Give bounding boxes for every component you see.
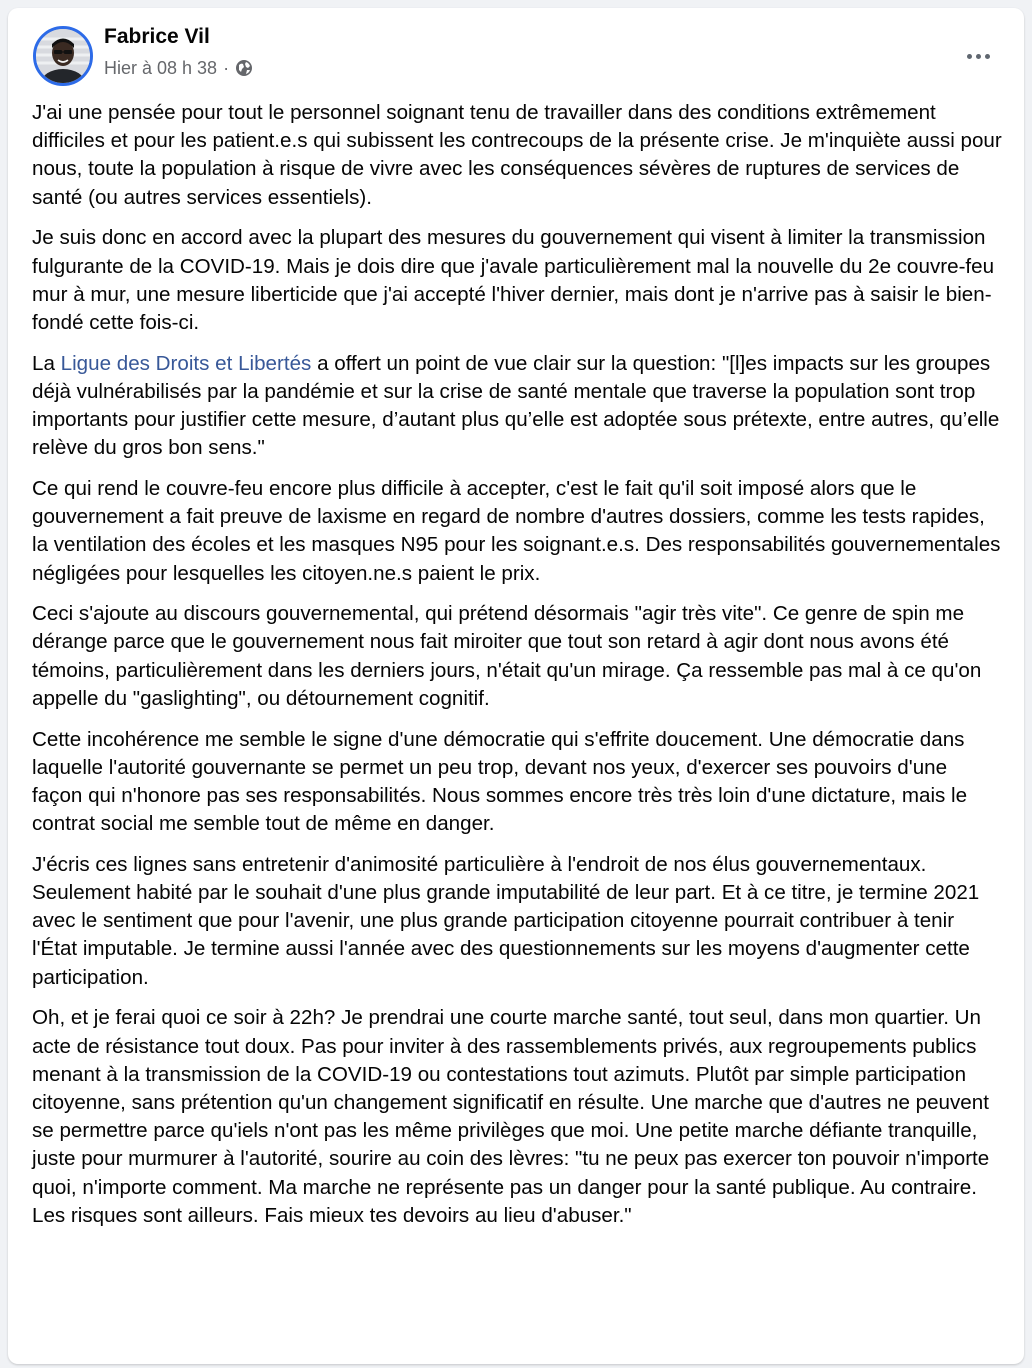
post-header xyxy=(8,8,1024,104)
post-card xyxy=(8,8,1024,1364)
avatar-photo xyxy=(36,29,90,83)
post-body xyxy=(32,99,1002,1243)
more-options-icon xyxy=(967,54,972,59)
post-timestamp[interactable]: Hier à 08 h 38 xyxy=(104,57,218,78)
ligue-text-after: a offert un point de vue clair sur la question: "[l]es impacts sur les groupes déjà vulnérabilisés par la pandémie et sur la crise de santé mentale que traverse la population sont trop importants pour justifier cette mesure, d’autant plus qu’elle est adoptée sous prétexte, entre autres, qu’elle relève du gros bon sens." xyxy=(32,351,1000,460)
more-options-button[interactable] xyxy=(960,38,996,74)
post-paragraph: Oh, et je ferai quoi ce soir à 22h? Je prendrai une courte marche santé, tout seul, dans mon quartier. Un acte de résistance tout doux. Pas pour inviter à des rassemblements privés, aux regroupements publics menant à la transmission de la COVID-19 ou contestations tout azimuts. Plutôt par simple participation citoyenne, sans prétention qu'un changement significatif en résulte. Une marche que d'autres ne peuvent se permettre parce qu'iels n'ont pas les même privilèges que moi. Une petite marche défiante tranquille, juste pour murmurer à l'autorité, sourire au coin des lèvres: "tu ne peux pas exercer ton pouvoir n'importe quoi, n'importe comment. Ma marche ne représente pas un danger pour la santé publique. Au contraire. Les risques sont ailleurs. Fais mieux tes devoirs au lieu d'abuser." xyxy=(32,1006,990,1227)
post-paragraph: Je suis donc en accord avec la plupart des mesures du gouvernement qui visent à limiter la transmission fulgurante de la COVID-19. Mais je dois dire que j'avale particulièrement mal la nouvelle du 2e couvre-feu mur à mur, une mesure liberticide que j'ai accepté l'hiver dernier, mais dont je n'arrive pas à saisir le bien-fondé cette fois-ci. xyxy=(32,226,995,334)
post-paragraph: J'ai une pensée pour tout le personnel soignant tenu de travailler dans des conditions extrêmement difficiles et pour les patient.e.s qui subissent les contrecoups de la présente crise. Je m'inquiète aussi pour nous, toute la population à risque de vivre avec les conséquences sévères de ruptures de services de santé (ou autres services essentiels). xyxy=(32,101,1002,209)
post-paragraph: J'écris ces lignes sans entretenir d'animosité particulière à l'endroit de nos élus gouvernementaux. Seulement habité par le souhait d'une plus grande imputabilité de leur part. Et à ce titre, je termine 2021 avec le sentiment que pour l'avenir, une plus grande participation citoyenne pourrait contribuer à tenir l'État imputable. Je termine aussi l'année avec des questionnements sur les moyens d'augmenter cette participation. xyxy=(32,852,980,989)
author-name[interactable]: Fabrice Vil xyxy=(104,25,210,48)
post-paragraph: Cette incohérence me semble le signe d'une démocratie qui s'effrite doucement. Une démocratie dans laquelle l'autorité gouvernante se permet un peu trop, devant nos yeux, d'exercer ses pouvoirs d'une façon qui n'honore pas ses responsabilités. Nous sommes encore très très loin d'une dictature, mais le contrat social me semble tout de même en danger. xyxy=(32,727,968,836)
ligue-link[interactable]: Ligue des Droits et Libertés xyxy=(60,351,312,375)
post-paragraph-ligue xyxy=(32,350,1002,463)
post-paragraph: Ceci s'ajoute au discours gouvernemental, qui prétend désormais "agir très vite". Ce genre de spin me dérange parce que le gouvernement nous fait miroiter que tout son retard à agir dont nous avons été témoins, particulièrement dans les derniers jours, n'était qu'un mirage. Ça ressemble pas mal à ce qu'on appelle du "gaslighting", ou détournement cognitif. xyxy=(32,602,982,710)
ligue-text-before: La xyxy=(32,351,61,375)
globe-icon[interactable] xyxy=(235,59,253,77)
post-paragraph: Ce qui rend le couvre-feu encore plus difficile à accepter, c'est le fait qu'il soit imposé alors que le gouvernement a fait preuve de laxisme en regard de nombre d'autres dossiers, comme les tests rapides, la ventilation des écoles et les masques N95 pour les soignant.e.s. Des responsabilités gouvernementales négligées pour lesquelles les citoyen.ne.s paient le prix. xyxy=(32,476,1001,585)
avatar[interactable] xyxy=(33,26,93,86)
meta-separator: · xyxy=(223,57,230,78)
post-meta xyxy=(104,57,253,79)
